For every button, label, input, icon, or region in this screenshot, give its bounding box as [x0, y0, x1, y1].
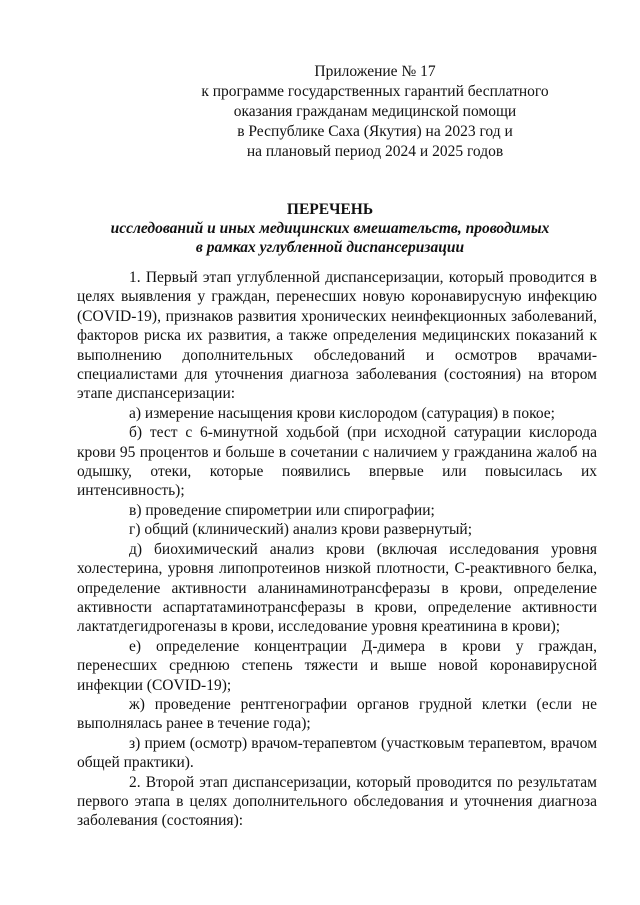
title-subtitle-line: в рамках углубленной диспансеризации [195, 239, 465, 256]
appendix-line: оказания гражданам медицинской помощи [233, 103, 517, 120]
title-subtitle-line: исследований и иных медицинских вмешательств, проводимых [110, 220, 550, 237]
list-item-z: з) прием (осмотр) врачом-терапевтом (участковым терапевтом, врачом общей практики). [77, 734, 597, 772]
paragraph-stage-2: 2. Второй этап диспансеризации, который проводится по результатам первого этапа в целях дополнительного обследования и уточнения диагноза заболевания (состояния): [77, 773, 597, 830]
appendix-header [200, 62, 550, 162]
document-body [77, 268, 597, 831]
title-main: ПЕРЕЧЕНЬ [286, 201, 374, 218]
list-item-a: а) измерение насыщения крови кислородом (сатурация) в покое; [129, 404, 555, 422]
list-item-b: б) тест с 6-минутной ходьбой (при исходной сатурации кислорода крови 95 процентов и больше в сочетании с наличием у гражданина жалоб на одышку, отеки, которые появились впервые или повысилась их интенсивность); [77, 424, 597, 500]
list-item-d: д) биохимический анализ крови (включая исследования уровня холестерина, уровня липопротеинов низкой плотности, С-реактивного белка, определение активности аланинаминотрансферазы в крови, определение активности аспартатаминотрансферазы в крови, определение активности лактатдегидрогеназы в крови, исследование уровня креатинина в крови); [77, 540, 597, 636]
appendix-number: Приложение № 17 [314, 63, 436, 80]
appendix-line: на плановый период 2024 и 2025 годов [246, 143, 504, 160]
document-title [60, 200, 600, 257]
list-item-zh: ж) проведение рентгенографии органов грудной клетки (если не выполнялась ранее в течение года); [77, 695, 597, 733]
list-item-e: е) определение концентрации Д-димера в крови у граждан, перенесших среднюю степень тяжести и выше новой коронавирусной инфекции (COVID-19); [77, 637, 597, 694]
appendix-line: в Республике Саха (Якутия) на 2023 год и [237, 123, 513, 140]
paragraph-stage-1: 1. Первый этап углубленной диспансеризации, который проводится в целях выявления у граждан, перенесших новую коронавирусную инфекцию (COVID-19), признаков развития хронических неинфекционных заболеваний, факторов риска их развития, а также определения медицинских показаний к выполнению дополнительных обследований и осмотров врачами-специалистами для уточнения диагноза заболевания (состояния) на втором этапе диспансеризации: [77, 269, 597, 403]
list-item-v: в) проведение спирометрии или спирографии; [129, 501, 435, 519]
appendix-line: к программе государственных гарантий бесплатного [201, 83, 549, 100]
list-item-g: г) общий (клинический) анализ крови развернутый; [129, 521, 473, 539]
